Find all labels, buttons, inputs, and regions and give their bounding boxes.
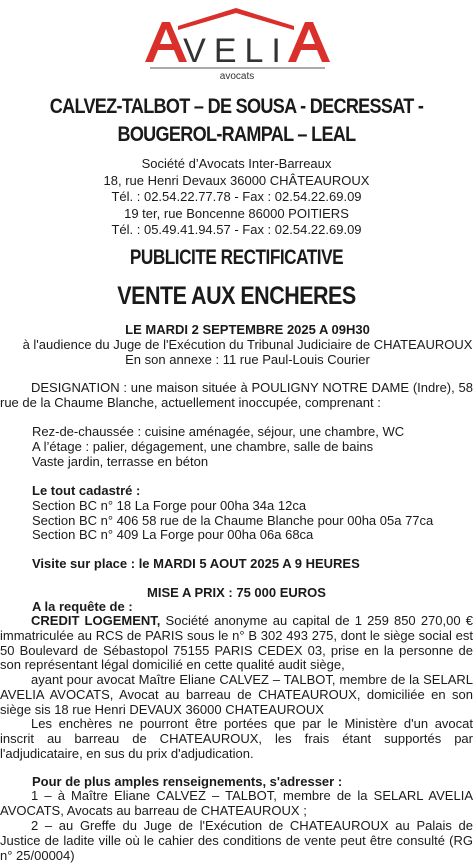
- cadastre-item: Section BC n° 18 La Forge pour 00ha 34a 12ca: [32, 497, 307, 513]
- rooms-list: [32, 425, 473, 469]
- avelia-logo: [0, 0, 473, 82]
- audience-line3: En son annexe : 11 rue Paul-Louis Courier: [125, 351, 370, 367]
- logo-letter-a-right: [288, 22, 330, 62]
- creditor-name: CREDIT LOGEMENT,: [31, 613, 161, 628]
- avelia-logo-graphic: [0, 0, 473, 82]
- renseignements-item-1: 1 – à Maître Eliane CALVEZ – TALBOT, membre de la SELARL AVELIA AVOCATS, Avocats au barreau de CHATEAUROUX ;: [0, 788, 473, 818]
- designation: DESIGNATION : une maison située à POULIGNY NOTRE DAME (Indre), 58 rue de la Chaume Blanche, actuellement inoccupée, comprenant :: [0, 380, 473, 410]
- cadastre-item: Section BC n° 406 58 rue de la Chaume Blanche pour 00ha 05a 77ca: [32, 512, 434, 528]
- avocat-paragraph: ayant pour avocat Maître Eliane CALVEZ – TALBOT, membre de la SELARL AVELIA AVOCATS, Avocat au barreau de CHATEAUROUX, domiciliée en son siège sis 18 rue Henri DEVAUX 36000 CHATEAUROUX: [0, 672, 473, 717]
- room-line: A l’étage : palier, dégagement, une chambre, salle de bains: [32, 438, 374, 454]
- audience-date: LE MARDI 2 SEPTEMBRE 2025 A 09H30: [125, 322, 370, 337]
- address-line: 19 ter, rue Boncenne 86000 POITIERS: [124, 205, 349, 221]
- renseignements-item-2: 2 – au Greffe du Juge de l'Exécution de CHATEAUROUX au Palais de Justice de ladite ville où le cahier des conditions de vente peut être consulté (RG n° 25/00004): [0, 818, 473, 863]
- cadastre-item: Section BC n° 409 La Forge pour 00ha 06a 68ca: [32, 527, 314, 543]
- room-line: Rez-de-chaussée : cuisine aménagée, séjour, une chambre, WC: [32, 424, 405, 439]
- address-line: Tél. : 02.54.22.77.78 - Fax : 02.54.22.69.09: [111, 189, 362, 204]
- room-line: Vaste jardin, terrasse en béton: [32, 453, 209, 469]
- visite-sur-place: Visite sur place : le MARDI 5 AOUT 2025 A 9 HEURES: [32, 556, 360, 571]
- creditor-paragraph: [0, 614, 473, 673]
- cadastre-block: [32, 484, 473, 543]
- address-line: 18, rue Henri Devaux 36000 CHÂTEAUROUX: [103, 172, 370, 188]
- creditor-details: Société anonyme au capital de 1 259 850 270,00 € immatriculée au RCS de PARIS sous le n° B 302 493 275, dont le siège social est 50 Boulevard de Sébastopol 75155 PARIS CEDEX 03, prise en la personne de son représentant légal domicilié en cette qualité audit siège,: [0, 613, 473, 673]
- mise-a-prix: MISE A PRIX : 75 000 EUROS: [147, 585, 326, 600]
- title-vente-aux-encheres: VENTE AUX ENCHERES: [117, 282, 356, 310]
- encheres-paragraph: Les enchères ne pourront être portées que par le Ministère d'un avocat inscrit au barreau de CHATEAUROUX, les frais étant supportés par l'adjudicataire, en sus du prix d'adjudication.: [0, 716, 473, 761]
- logo-chevron-shape: [178, 8, 294, 30]
- audience-block: [22, 323, 473, 367]
- firm-name-line2: BOUGEROL-RAMPAL – LEAL: [117, 123, 356, 146]
- firm-name-line1: CALVEZ-TALBOT – DE SOUSA - DECRESSAT -: [49, 95, 424, 118]
- logo-middle-letters: VELI: [183, 32, 289, 70]
- logo-sub: avocats: [219, 71, 255, 82]
- cadastre-heading: Le tout cadastré :: [32, 483, 141, 498]
- renseignements-heading-text: Pour de plus amples renseignements, s'adresser :: [32, 774, 343, 789]
- requete-heading-text: A la requête de :: [32, 599, 133, 614]
- title-publicite-rectificative: PUBLICITE RECTIFICATIVE: [129, 246, 344, 269]
- audience-line2: à l'audience du Juge de l'Exécution du Tribunal Judiciaire de CHATEAUROUX: [22, 336, 473, 352]
- firm-address: [0, 156, 473, 239]
- address-line: Société d’Avocats Inter-Barreaux: [141, 156, 332, 171]
- address-line: Tél. : 05.49.41.94.57 - Fax : 02.54.22.69.09: [111, 222, 362, 237]
